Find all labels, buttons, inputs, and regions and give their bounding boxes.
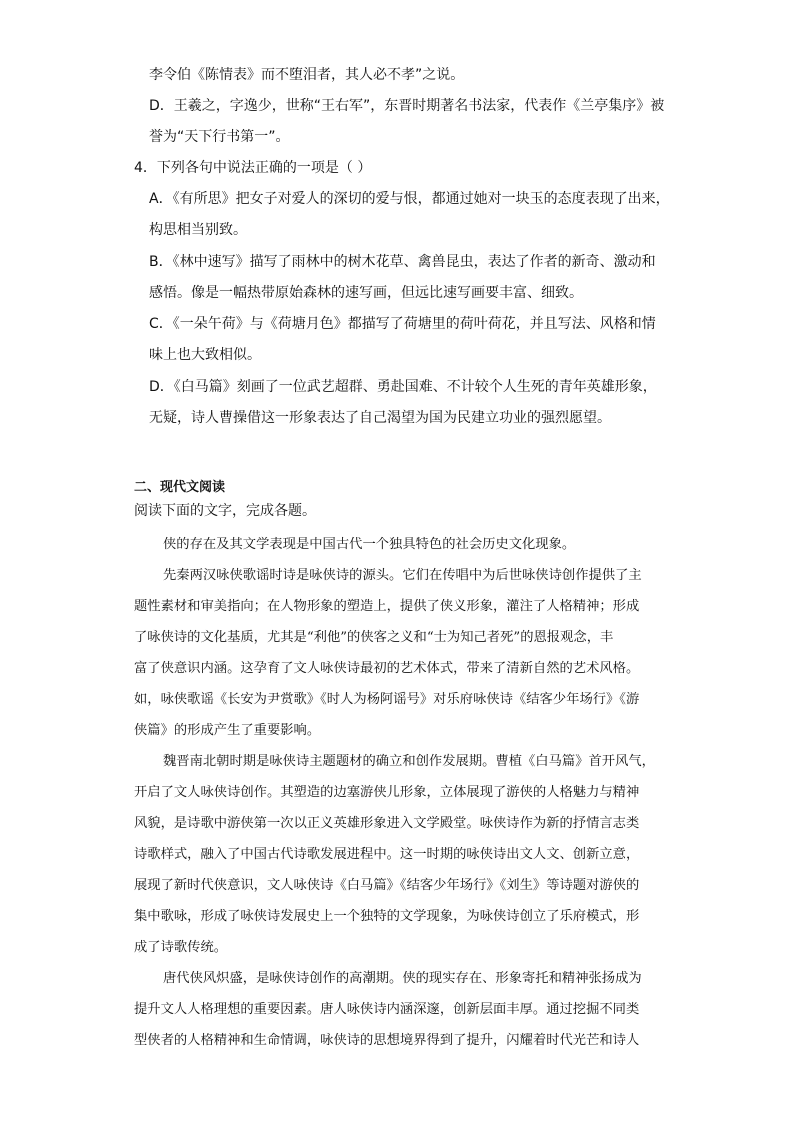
q4-option-a-line2: 构思相当别致。: [149, 222, 247, 238]
q4-option-a-line1: A．《有所思》把女子对爱人的深切的爱与恨，都通过她对一块玉的态度表现了出来，: [149, 191, 670, 207]
passage-line: 富了侠意识内涵。这孕育了文人咏侠诗最初的艺术体式，带来了清新自然的艺术风格。: [134, 661, 640, 676]
passage-line: 型侠者的人格精神和生命情调，咏侠诗的思想境界得到了提升，闪耀着时代光芒和诗人: [134, 1033, 640, 1048]
passage-line: 开启了文人咏侠诗创作。其塑造的边塞游侠儿形象，立体展现了游侠的人格魅力与精神: [134, 785, 640, 800]
q4-option-d-line1: D．《白马篇》刻画了一位武艺超群、勇赴国难、不计较个人生死的青年英雄形象，: [149, 379, 657, 395]
q4-option-b-line1: B．《林中速写》描写了雨林中的树木花草、禽兽昆虫，表达了作者的新奇、激动和: [149, 254, 656, 270]
passage-line: 了咏侠诗的文化基质，尤其是“利他”的侠客之义和“士为知己者死”的恩报观念，丰: [134, 630, 614, 645]
passage-line: 题性素材和审美指向；在人物形象的塑造上，提供了侠义形象，灌注了人格精神；形成: [134, 599, 640, 614]
question-4-stem: 4．下列各句中说法正确的一项是（ ）: [134, 160, 372, 176]
passage-line: 侠篇》的形成产生了重要影响。: [134, 723, 321, 738]
q4-option-b-line2: 感悟。像是一幅热带原始森林的速写画，但远比速写画要丰富、细致。: [149, 285, 583, 301]
passage-line: 侠的存在及其文学表现是中国古代一个独具特色的社会历史文化现象。: [163, 537, 576, 552]
passage-line: 如，咏侠歌谣《长安为尹赏歌》《时人为杨阿谣号》对乐府咏侠诗《结客少年场行》《游: [134, 692, 640, 707]
passage-line: 魏晋南北朝时期是咏侠诗主题题材的确立和创作发展期。曹植《白马篇》首开风气，: [163, 754, 655, 769]
passage-line: 成了诗歌传统。: [134, 940, 228, 955]
q4-option-c-line1: C．《一朵午荷》与《荷塘月色》都描写了荷塘里的荷叶荷花，并且写法、风格和情: [149, 316, 656, 332]
passage-line: 集中歌咏，形成了咏侠诗发展史上一个独特的文学现象，为咏侠诗创立了乐府模式，形: [134, 909, 640, 924]
passage-line: 展现了新时代侠意识，文人咏侠诗《白马篇》《结客少年场行》《刘生》等诗题对游侠的: [134, 878, 640, 893]
q3-option-d-line2: 誉为“天下行书第一”。: [149, 129, 290, 145]
q4-option-c-line2: 味上也大致相似。: [149, 347, 261, 363]
passage-line: 唐代侠风炽盛，是咏侠诗创作的高潮期。侠的现实存在、形象寄托和精神张扬成为: [163, 971, 642, 986]
passage-line: 提升文人人格理想的重要因素。唐人咏侠诗内涵深邃，创新层面丰厚。通过挖掘不同类: [134, 1002, 640, 1017]
q3-option-c-tail: 李令伯《陈情表》而不堕泪者，其人必不孝”之说。: [149, 67, 465, 83]
q4-option-d-line2: 无疑，诗人曹操借这一形象表达了自己渴望为国为民建立功业的强烈愿望。: [149, 410, 611, 426]
passage-line: 风貌，是诗歌中游侠第一次以正义英雄形象进入文学殿堂。咏侠诗作为新的抒情言志类: [134, 816, 640, 831]
passage-line: 诗歌样式，融入了中国古代诗歌发展进程中。这一时期的咏侠诗出文人文、创新立意，: [134, 847, 640, 862]
passage-line: 先秦两汉咏侠歌谣时诗是咏侠诗的源头。它们在传唱中为后世咏侠诗创作提供了主: [163, 568, 642, 583]
section-heading: 二、现代文阅读: [134, 480, 226, 495]
q3-option-d-line1: D．王羲之，字逸少，世称“王右军”，东晋时期著名书法家，代表作《兰亭集序》被: [149, 98, 665, 114]
section-instruction: 阅读下面的文字，完成各题。: [134, 503, 316, 519]
